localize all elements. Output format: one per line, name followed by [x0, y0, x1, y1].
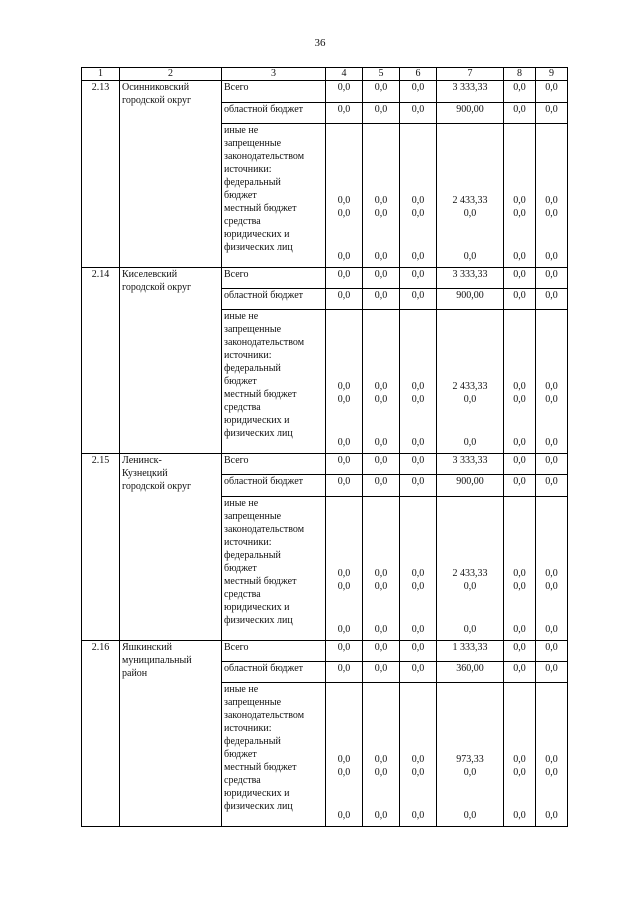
section-number: 2.13 [82, 81, 120, 267]
row-label-other-sources [222, 683, 326, 827]
value-cell: 0,0 [504, 102, 536, 123]
other-sources-label-line: юридических и [224, 601, 290, 613]
other-sources-label-line: бюджет [224, 376, 257, 388]
value-cell-stack [504, 496, 536, 640]
value-cell: 360,00 [437, 661, 504, 682]
value-cell: 0,0 [326, 289, 363, 310]
municipality-name-line: городской округ [122, 281, 192, 293]
value-local: 0,0 [411, 767, 425, 779]
value-local: 0,0 [545, 208, 558, 220]
column-header: 1 [82, 68, 120, 81]
other-sources-label-line: источники: [224, 350, 272, 362]
other-sources-label-line: средства [224, 402, 261, 414]
value-cell: 0,0 [326, 661, 363, 682]
other-sources-label-line: федеральный [224, 549, 281, 561]
value-cell-stack [437, 496, 504, 640]
value-federal: 0,0 [545, 195, 558, 207]
value-cell: 0,0 [536, 81, 568, 102]
value-federal: 2 433,33 [452, 381, 488, 393]
other-sources-label-line: законодательством [224, 523, 305, 535]
value-cell: 0,0 [326, 475, 363, 496]
value-cell: 0,0 [400, 475, 437, 496]
value-cell: 0,0 [363, 454, 400, 475]
value-cell: 3 333,33 [437, 267, 504, 288]
value-cell-stack [363, 310, 400, 454]
value-cell: 0,0 [326, 454, 363, 475]
value-private: 0,0 [463, 623, 477, 635]
other-sources-label-line: местный бюджет [224, 389, 297, 401]
value-private: 0,0 [545, 623, 558, 635]
value-cell: 0,0 [504, 81, 536, 102]
budget-table [81, 67, 568, 827]
value-federal: 0,0 [337, 195, 351, 207]
value-private: 0,0 [463, 810, 477, 822]
other-sources-label-line: запрещенные [224, 510, 282, 522]
value-local: 0,0 [337, 580, 351, 592]
value-cell: 0,0 [536, 102, 568, 123]
other-sources-label-line: законодательством [224, 151, 305, 163]
value-federal: 0,0 [545, 381, 558, 393]
municipality-name-line: район [122, 667, 148, 679]
row-label-total: Всего [222, 640, 326, 661]
other-sources-label-line: федеральный [224, 363, 281, 375]
value-local: 0,0 [411, 394, 425, 406]
value-private: 0,0 [513, 623, 526, 635]
value-federal: 0,0 [411, 567, 425, 579]
value-cell: 0,0 [363, 102, 400, 123]
value-local: 0,0 [337, 394, 351, 406]
row-label-regional: областной бюджет [222, 475, 326, 496]
value-local: 0,0 [513, 208, 526, 220]
value-cell-stack [437, 310, 504, 454]
value-cell-stack [326, 124, 363, 268]
other-sources-label-line: средства [224, 216, 261, 228]
value-private: 0,0 [337, 251, 351, 263]
column-header: 8 [504, 68, 536, 81]
value-private: 0,0 [513, 810, 526, 822]
value-local: 0,0 [374, 767, 388, 779]
value-private: 0,0 [337, 623, 351, 635]
value-cell-stack [400, 310, 437, 454]
value-cell-stack [536, 496, 568, 640]
value-private: 0,0 [374, 251, 388, 263]
value-cell: 0,0 [400, 454, 437, 475]
table-row-total [82, 267, 568, 288]
value-cell: 0,0 [504, 289, 536, 310]
other-sources-label-line: физических лиц [224, 242, 293, 254]
value-cell: 3 333,33 [437, 454, 504, 475]
other-sources-label-line: средства [224, 588, 261, 600]
value-cell-stack [437, 124, 504, 268]
value-private: 0,0 [411, 437, 425, 449]
value-cell: 0,0 [326, 102, 363, 123]
municipality-name [120, 640, 222, 827]
value-cell-stack [326, 310, 363, 454]
column-header: 7 [437, 68, 504, 81]
value-local: 0,0 [411, 580, 425, 592]
value-private: 0,0 [411, 623, 425, 635]
value-cell: 0,0 [536, 640, 568, 661]
value-cell: 900,00 [437, 475, 504, 496]
value-cell-stack [363, 124, 400, 268]
row-label-other-sources [222, 310, 326, 454]
value-cell-stack [326, 496, 363, 640]
value-private: 0,0 [337, 437, 351, 449]
row-label-other-sources [222, 124, 326, 268]
value-cell: 0,0 [400, 81, 437, 102]
other-sources-label-line: физических лиц [224, 428, 293, 440]
municipality-name [120, 267, 222, 453]
column-header: 4 [326, 68, 363, 81]
value-federal: 0,0 [513, 381, 526, 393]
municipality-name-line: Осинниковский [122, 82, 190, 94]
value-cell: 0,0 [363, 289, 400, 310]
section-number: 2.14 [82, 267, 120, 453]
value-federal: 0,0 [374, 567, 388, 579]
other-sources-label-line: законодательством [224, 710, 305, 722]
value-federal: 0,0 [545, 567, 558, 579]
municipality-name-line: Киселевский [122, 268, 178, 280]
municipality-name-line: городской округ [122, 95, 192, 107]
value-federal: 0,0 [337, 754, 351, 766]
value-cell: 0,0 [536, 267, 568, 288]
value-local: 0,0 [374, 394, 388, 406]
value-local: 0,0 [513, 394, 526, 406]
value-local: 0,0 [337, 208, 351, 220]
value-cell: 0,0 [504, 640, 536, 661]
value-local: 0,0 [374, 208, 388, 220]
value-cell: 0,0 [400, 289, 437, 310]
other-sources-label-line: запрещенные [224, 324, 282, 336]
row-label-regional: областной бюджет [222, 661, 326, 682]
value-private: 0,0 [545, 251, 558, 263]
table-row-total [82, 81, 568, 102]
value-cell: 0,0 [504, 267, 536, 288]
row-label-total: Всего [222, 267, 326, 288]
row-label-regional: областной бюджет [222, 289, 326, 310]
value-local: 0,0 [463, 394, 477, 406]
value-cell-stack [504, 124, 536, 268]
value-private: 0,0 [374, 623, 388, 635]
value-private: 0,0 [374, 437, 388, 449]
municipality-name-line: городской округ [122, 481, 192, 493]
value-private: 0,0 [463, 251, 477, 263]
value-federal: 0,0 [411, 381, 425, 393]
value-local: 0,0 [513, 767, 526, 779]
value-cell-stack [363, 496, 400, 640]
other-sources-label-line: физических лиц [224, 614, 293, 626]
value-cell: 1 333,33 [437, 640, 504, 661]
value-federal: 0,0 [513, 754, 526, 766]
other-sources-label-line: местный бюджет [224, 762, 297, 774]
page-number: 36 [314, 37, 326, 49]
section-number: 2.16 [82, 640, 120, 827]
value-cell: 0,0 [536, 475, 568, 496]
value-local: 0,0 [411, 208, 425, 220]
value-cell: 900,00 [437, 102, 504, 123]
value-cell-stack [400, 683, 437, 827]
value-cell: 0,0 [363, 661, 400, 682]
value-cell: 900,00 [437, 289, 504, 310]
other-sources-label-line: местный бюджет [224, 575, 297, 587]
value-local: 0,0 [374, 580, 388, 592]
value-cell-stack [536, 310, 568, 454]
other-sources-label-line: юридических и [224, 229, 290, 241]
value-federal: 2 433,33 [452, 567, 488, 579]
other-sources-label-line: иные не [224, 125, 259, 137]
other-sources-label-line: бюджет [224, 562, 257, 574]
value-cell: 0,0 [326, 640, 363, 661]
value-cell-stack [504, 683, 536, 827]
value-cell-stack [400, 124, 437, 268]
value-private: 0,0 [513, 251, 526, 263]
other-sources-label-line: бюджет [224, 749, 257, 761]
value-local: 0,0 [463, 580, 477, 592]
header-row [82, 68, 568, 81]
section-number: 2.15 [82, 454, 120, 640]
value-federal: 0,0 [411, 195, 425, 207]
value-cell: 0,0 [504, 475, 536, 496]
value-private: 0,0 [513, 437, 526, 449]
value-private: 0,0 [411, 810, 425, 822]
value-local: 0,0 [545, 394, 558, 406]
value-cell: 0,0 [504, 454, 536, 475]
value-cell: 0,0 [536, 289, 568, 310]
other-sources-label-line: юридических и [224, 788, 290, 800]
table-row-total [82, 454, 568, 475]
value-cell: 0,0 [400, 640, 437, 661]
value-cell: 0,0 [504, 661, 536, 682]
column-header: 5 [363, 68, 400, 81]
value-local: 0,0 [513, 580, 526, 592]
value-cell-stack [536, 124, 568, 268]
municipality-name-line: Ленинск- [122, 455, 162, 467]
municipality-name-line: Яшкинский [122, 641, 172, 653]
table-row-total [82, 640, 568, 661]
value-federal: 0,0 [411, 754, 425, 766]
other-sources-label-line: бюджет [224, 190, 257, 202]
column-header: 6 [400, 68, 437, 81]
value-federal: 0,0 [337, 381, 351, 393]
value-cell: 0,0 [400, 661, 437, 682]
municipality-name [120, 454, 222, 640]
other-sources-label-line: иные не [224, 497, 259, 509]
value-cell-stack [437, 683, 504, 827]
row-label-regional: областной бюджет [222, 102, 326, 123]
value-local: 0,0 [337, 767, 351, 779]
municipality-name [120, 81, 222, 267]
other-sources-label-line: законодательством [224, 337, 305, 349]
value-cell: 3 333,33 [437, 81, 504, 102]
other-sources-label-line: федеральный [224, 736, 281, 748]
other-sources-label-line: запрещенные [224, 697, 282, 709]
value-cell: 0,0 [536, 661, 568, 682]
value-cell: 0,0 [536, 454, 568, 475]
value-cell-stack [504, 310, 536, 454]
value-cell: 0,0 [400, 267, 437, 288]
value-cell: 0,0 [400, 102, 437, 123]
value-local: 0,0 [545, 767, 558, 779]
value-cell-stack [536, 683, 568, 827]
value-private: 0,0 [337, 810, 351, 822]
other-sources-label-line: источники: [224, 164, 272, 176]
value-local: 0,0 [545, 580, 558, 592]
row-label-other-sources [222, 496, 326, 640]
value-cell: 0,0 [326, 81, 363, 102]
municipality-name-line: муниципальный [122, 654, 192, 666]
value-federal: 973,33 [456, 754, 484, 766]
other-sources-label-line: средства [224, 775, 261, 787]
value-cell: 0,0 [363, 81, 400, 102]
other-sources-label-line: иные не [224, 684, 259, 696]
value-federal: 0,0 [337, 567, 351, 579]
value-cell-stack [326, 683, 363, 827]
value-private: 0,0 [545, 437, 558, 449]
row-label-total: Всего [222, 454, 326, 475]
value-cell: 0,0 [363, 267, 400, 288]
column-header: 2 [120, 68, 222, 81]
municipality-name-line: Кузнецкий [122, 468, 168, 480]
value-cell-stack [400, 496, 437, 640]
value-federal: 0,0 [513, 567, 526, 579]
other-sources-label-line: источники: [224, 723, 272, 735]
value-cell: 0,0 [326, 267, 363, 288]
value-local: 0,0 [463, 767, 477, 779]
row-label-total: Всего [222, 81, 326, 102]
value-federal: 0,0 [374, 754, 388, 766]
value-federal: 0,0 [545, 754, 558, 766]
other-sources-label-line: федеральный [224, 177, 281, 189]
value-federal: 0,0 [513, 195, 526, 207]
value-cell: 0,0 [363, 640, 400, 661]
other-sources-label-line: местный бюджет [224, 203, 297, 215]
other-sources-label-line: физических лиц [224, 801, 293, 813]
other-sources-label-line: иные не [224, 311, 259, 323]
column-header: 9 [536, 68, 568, 81]
value-private: 0,0 [545, 810, 558, 822]
value-local: 0,0 [463, 208, 477, 220]
value-federal: 2 433,33 [452, 195, 488, 207]
value-private: 0,0 [374, 810, 388, 822]
value-cell: 0,0 [363, 475, 400, 496]
other-sources-label-line: юридических и [224, 415, 290, 427]
value-private: 0,0 [411, 251, 425, 263]
value-cell-stack [363, 683, 400, 827]
column-header: 3 [222, 68, 326, 81]
value-federal: 0,0 [374, 381, 388, 393]
value-private: 0,0 [463, 437, 477, 449]
other-sources-label-line: запрещенные [224, 138, 282, 150]
value-federal: 0,0 [374, 195, 388, 207]
other-sources-label-line: источники: [224, 536, 272, 548]
